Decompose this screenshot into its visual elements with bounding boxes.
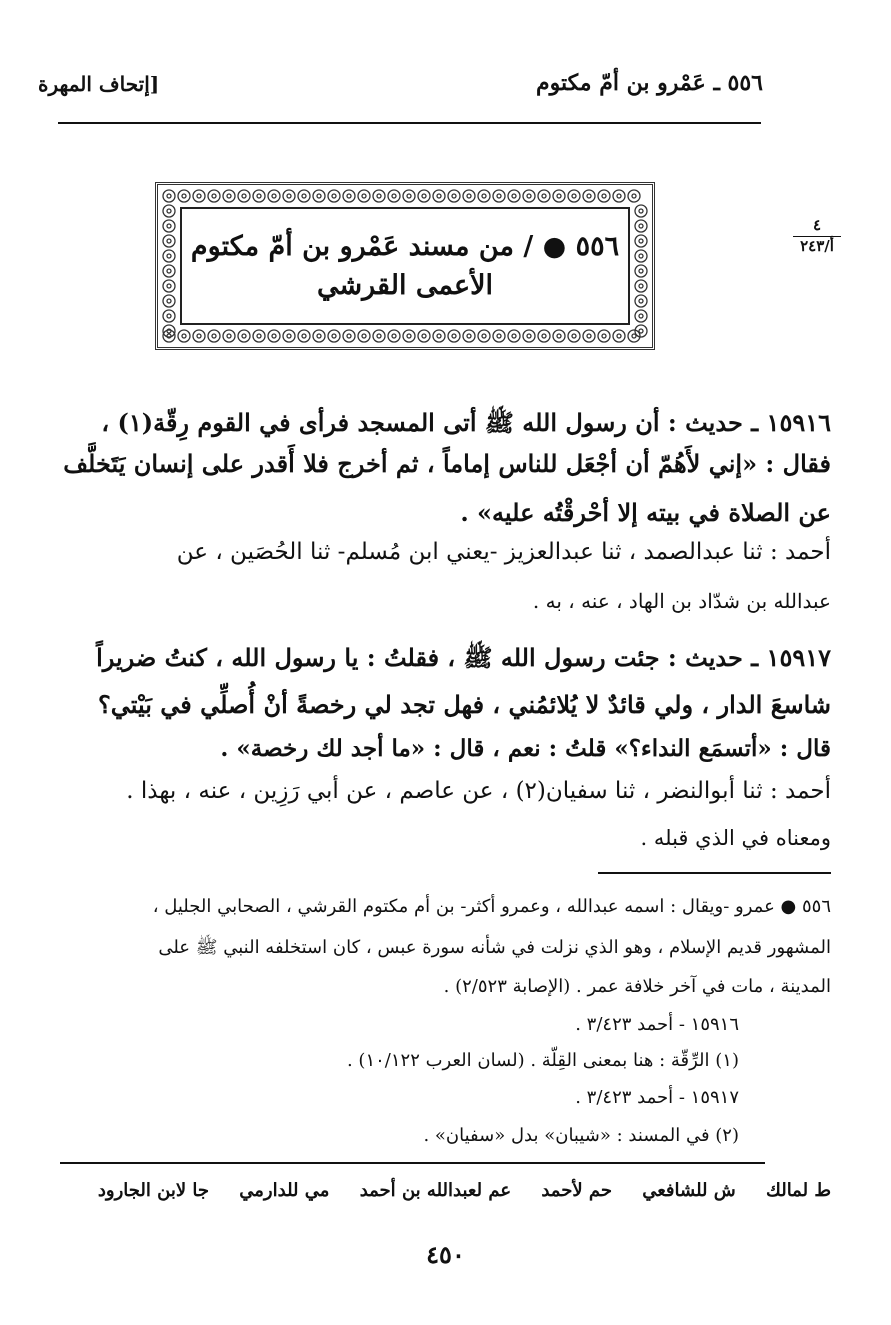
- header-rule: [58, 122, 761, 124]
- hadith-15917-isnad-1: أحمد : ثنا أبوالنضر ، ثنا سفيان(٢) ، عن عاصم ، عن أبي رَزِين ، عنه ، بهذا .: [126, 778, 831, 804]
- title-ornament-frame: [155, 182, 655, 350]
- musnad-title: ٥٥٦ ● / من مسند عَمْرو بن أمّ مكتوم: [190, 230, 620, 262]
- footnote-biography-3: المدينة ، مات في آخر خلافة عمر . (الإصابة ٢/٥٢٣) .: [443, 976, 831, 997]
- hadith-15917-line-1: ١٥٩١٧ ـ حديث : جئت رسول الله ﷺ ، فقلتُ : يا رسول الله ، كنتُ ضريراً: [96, 643, 831, 672]
- footnote-2: (٢) في المسند : «شيبان» بدل «سفيان» .: [423, 1125, 739, 1146]
- abbr-jarud: جا لابن الجارود: [97, 1180, 209, 1201]
- abbr-shafii: ش للشافعي: [642, 1180, 736, 1201]
- margin-page: أ/٢٤٣: [800, 236, 834, 255]
- hadith-15917-line-3: قال : «أتسمَع النداء؟» قلتُ : نعم ، قال : «ما أجد لك رخصة» .: [220, 735, 831, 762]
- abbreviation-rule: [60, 1162, 765, 1164]
- margin-volume: ٤: [812, 216, 822, 234]
- abbr-ahmad: حم لأحمد: [541, 1180, 612, 1201]
- running-header-book: [إتحاف المهرة: [38, 72, 160, 96]
- hadith-15916-line-3: عن الصلاة في بيته إلا أحْرقْتُه عليه» .: [460, 498, 831, 527]
- footnote-biography-1: ٥٥٦ ● عمرو -ويقال : اسمه عبدالله ، وعمرو أكثر- بن أم مكتوم القرشي ، الصحابي الجليل ،: [152, 896, 831, 917]
- title-box: [180, 207, 630, 325]
- footnote-rule: [598, 872, 831, 874]
- hadith-15917-line-2: شاسعَ الدار ، ولي قائدٌ لا يُلائمُني ، فهل تجد لي رخصةً أنْ أُصلِّي في بَيْتي؟: [98, 690, 831, 719]
- hadith-15916-isnad-2: عبدالله بن شدّاد بن الهاد ، عنه ، به .: [532, 589, 831, 613]
- footnote-reference-15916: ١٥٩١٦ - أحمد ٣/٤٢٣ .: [575, 1014, 739, 1035]
- running-header-section: ٥٥٦ ـ عَمْرو بن أمّ مكتوم: [536, 70, 763, 96]
- abbr-abdullah: عم لعبدالله بن أحمد: [359, 1180, 512, 1201]
- footnote-1: (١) الرِّقّة : هنا بمعنى القِلّة . (لسان العرب ١٠/١٢٢) .: [346, 1050, 739, 1071]
- hadith-15916-line-2: فقال : «إني لأَهُمّ أن أجْعَل للناس إماماً ، ثم أخرج فلا أَقدر على إنسان يَتَخلَّف: [63, 449, 831, 478]
- hadith-15916-line-1: ١٥٩١٦ ـ حديث : أن رسول الله ﷺ أتى المسجد فرأى في القوم رِقّة(١) ،: [101, 408, 831, 437]
- hadith-15917-isnad-2: ومعناه في الذي قبله .: [640, 826, 831, 850]
- abbr-darimi: مي للدارمي: [239, 1180, 330, 1201]
- page-number: ٤٥٠: [426, 1240, 465, 1269]
- margin-reference: [791, 218, 843, 255]
- musnad-subtitle: الأعمى القرشي: [317, 270, 493, 301]
- footnote-reference-15917: ١٥٩١٧ - أحمد ٣/٤٢٣ .: [575, 1087, 739, 1108]
- hadith-15916-isnad-1: أحمد : ثنا عبدالصمد ، ثنا عبدالعزيز -يعني ابن مُسلم- ثنا الحُصَين ، عن: [176, 539, 831, 565]
- abbreviation-key: [74, 1180, 831, 1201]
- footnote-biography-2: المشهور قديم الإسلام ، وهو الذي نزلت في شأنه سورة عبس ، كان استخلفه النبي ﷺ على: [158, 937, 831, 958]
- abbr-malik: ط لمالك: [766, 1180, 831, 1201]
